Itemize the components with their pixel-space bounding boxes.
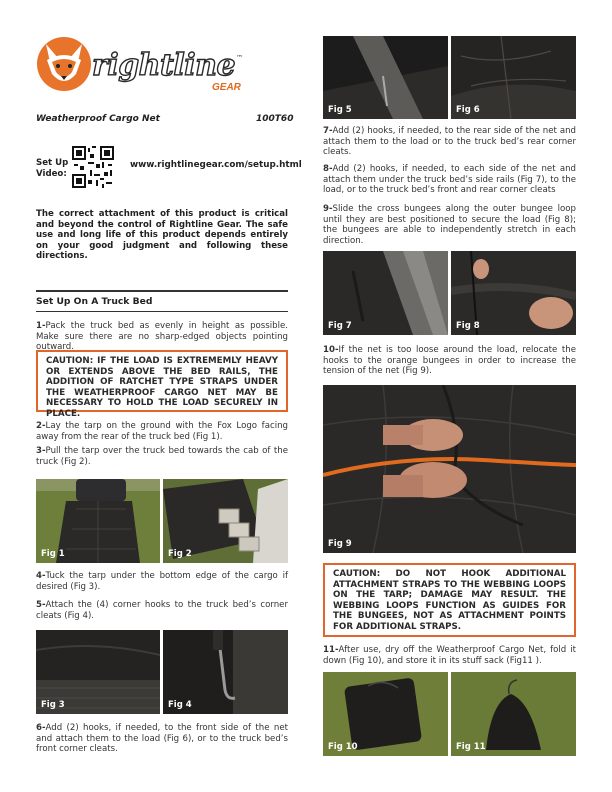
step-8-number: 8- bbox=[323, 164, 333, 174]
step-4 bbox=[36, 571, 288, 592]
section-rule-top bbox=[36, 290, 288, 292]
step-1-text: Pack the truck bed as evenly in height as possible. Make sure there are no sharp-edged objects pointing outward. bbox=[36, 321, 288, 352]
fig-6-photo bbox=[451, 36, 576, 119]
fig-11-label: Fig 11 bbox=[456, 742, 486, 752]
fig-8-photo bbox=[451, 251, 576, 335]
step-2 bbox=[36, 421, 288, 442]
caution-box-1: CAUTION: IF THE LOAD IS EXTREMEMLY HEAVY OR EXTENDS ABOVE THE BED RAILS, THE ADDITION OF RATCHET TYPE STRAPS UNDER THE WEATHERPROOF CARGO NET MAY BE NECESSARY TO HOLD THE LOAD SECURELY IN PLACE. bbox=[36, 350, 288, 412]
section-title: Set Up On A Truck Bed bbox=[36, 296, 153, 307]
step-9-text: Slide the cross bungees along the outer bungee loop until they are best positioned to secure the load (Fig 8); the bungees are able to independently stretch in each direction. bbox=[323, 204, 576, 246]
step-8-text: Add (2) hooks, if needed, to each side of the net and attach them under the truck bed’s side rails (Fig 7), to the load, or to the truck bed’s front and rear corner cleats bbox=[323, 164, 576, 195]
setup-label bbox=[36, 158, 68, 180]
fig-7-photo bbox=[323, 251, 448, 335]
step-2-text: Lay the tarp on the ground with the Fox Logo facing away from the rear of the truck bed (Fig 1). bbox=[36, 421, 288, 442]
fig-3-photo bbox=[36, 630, 160, 714]
fig-4-label: Fig 4 bbox=[168, 700, 192, 710]
step-9-number: 9- bbox=[323, 204, 333, 214]
step-7-text: Add (2) hooks, if needed, to the rear side of the net and attach them to the load or to the truck bed’s rear corner cleats. bbox=[323, 126, 576, 157]
fig-7-label: Fig 7 bbox=[328, 321, 352, 331]
step-9 bbox=[323, 204, 576, 246]
brand-logo bbox=[36, 36, 246, 96]
step-8 bbox=[323, 164, 576, 196]
product-name: Weatherproof Cargo Net bbox=[36, 114, 160, 124]
step-5-number: 5- bbox=[36, 600, 46, 610]
step-5 bbox=[36, 600, 288, 621]
step-6-number: 6- bbox=[36, 723, 46, 733]
caution-box-2: CAUTION: DO NOT HOOK ADDITIONAL ATTACHMENT STRAPS TO THE WEBBING LOOPS ON THE TARP; DAMAGE MAY RESULT. THE WEBBING LOOPS FUNCTION AS GUIDES FOR THE BUNGEES, NOT AS ATTACHMENT POINTS FOR ADDITIONAL STRAPS. bbox=[323, 563, 576, 637]
qr-code-icon[interactable] bbox=[72, 146, 114, 188]
step-2-number: 2- bbox=[36, 421, 46, 431]
fig-10-label: Fig 10 bbox=[328, 742, 358, 752]
fig-1-label: Fig 1 bbox=[41, 549, 65, 559]
step-11-number: 11- bbox=[323, 645, 339, 655]
fig-1-photo bbox=[36, 479, 160, 563]
brand-wordmark: rightline bbox=[92, 48, 236, 83]
fig-3-label: Fig 3 bbox=[41, 700, 65, 710]
step-3-number: 3- bbox=[36, 446, 46, 456]
step-10-text: If the net is too loose around the load, relocate the hooks to the orange bungees in order to increase the tension of the net (Fig 9). bbox=[323, 345, 576, 376]
step-1-number: 1- bbox=[36, 321, 46, 331]
fig-11-photo bbox=[451, 672, 576, 756]
fig-9-label: Fig 9 bbox=[328, 539, 352, 549]
step-3 bbox=[36, 446, 288, 467]
setup-label-line1: Set Up bbox=[36, 158, 69, 168]
fig-2-photo bbox=[163, 479, 288, 563]
fig-2-label: Fig 2 bbox=[168, 549, 192, 559]
fig-4-photo bbox=[163, 630, 288, 714]
setup-url-link[interactable]: www.rightlinegear.com/setup.html bbox=[130, 160, 302, 170]
setup-label-line2: Video: bbox=[36, 169, 67, 179]
step-6 bbox=[36, 723, 288, 755]
step-4-text: Tuck the tarp under the bottom edge of the cargo if desired (Fig 3). bbox=[36, 571, 288, 592]
section-rule-bottom bbox=[36, 311, 288, 312]
step-7-number: 7- bbox=[323, 126, 333, 136]
step-10 bbox=[323, 345, 576, 377]
fox-icon bbox=[36, 36, 92, 92]
step-7 bbox=[323, 126, 576, 158]
product-code: 100T60 bbox=[256, 114, 294, 124]
step-5-text: Attach the (4) corner hooks to the truck bed’s corner cleats (Fig 4). bbox=[36, 600, 288, 621]
step-3-text: Pull the tarp over the truck bed towards the cab of the truck (Fig 2). bbox=[36, 446, 288, 467]
step-1 bbox=[36, 321, 288, 353]
fig-6-label: Fig 6 bbox=[456, 105, 480, 115]
fig-9-photo bbox=[323, 385, 576, 553]
step-11-text: After use, dry off the Weatherproof Cargo Net, fold it down (Fig 10), and store it in its stuff sack (Fig11 ). bbox=[323, 645, 576, 666]
trademark-symbol: ™ bbox=[236, 54, 243, 62]
fig-10-photo bbox=[323, 672, 448, 756]
fig-5-photo bbox=[323, 36, 448, 119]
brand-sub: GEAR bbox=[212, 82, 241, 93]
step-11 bbox=[323, 645, 576, 666]
fig-5-label: Fig 5 bbox=[328, 105, 352, 115]
step-10-number: 10- bbox=[323, 345, 339, 355]
step-4-number: 4- bbox=[36, 571, 46, 581]
fig-8-label: Fig 8 bbox=[456, 321, 480, 331]
intro-paragraph: The correct attachment of this product is critical and beyond the control of Rightline Gear. The safe use and long life of this product depends entirely on your good judgment and following these directions. bbox=[36, 209, 288, 261]
step-6-text: Add (2) hooks, if needed, to the front side of the net and attach them to the load (Fig 6), or to the truck bed’s front corner cleats. bbox=[36, 723, 288, 754]
